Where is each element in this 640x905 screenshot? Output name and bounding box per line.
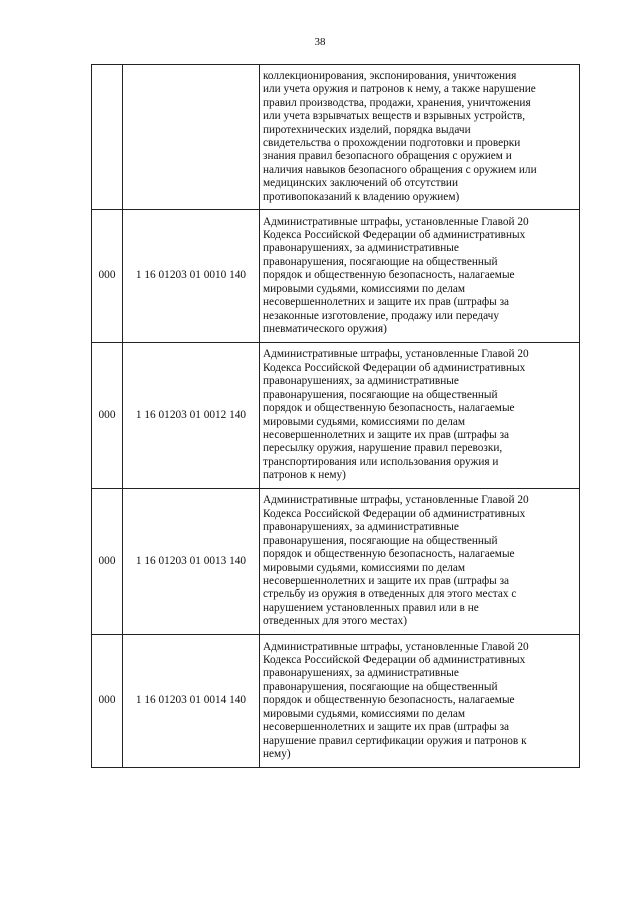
kbk-code-cell: 1 16 01203 01 0014 140 [123, 635, 260, 768]
description-line: порядок и общественную безопасность, налагаемые [263, 269, 515, 282]
description-line: нарушением установленных правил или в не [263, 601, 479, 614]
admin-code-cell: 000 [92, 489, 123, 635]
description-line: порядок и общественную безопасность, налагаемые [263, 694, 515, 707]
kbk-code-cell: 1 16 01203 01 0013 140 [123, 489, 260, 635]
description-line: транспортирования или использования оружия и [263, 455, 499, 468]
description-line: незаконные изготовление, продажу или передачу [263, 309, 499, 322]
description-line: правонарушения, посягающие на общественный [263, 680, 498, 693]
description-line: наличия навыков безопасного обращения с оружием или [263, 163, 537, 176]
table-row [92, 343, 580, 489]
description-line: свидетельства о прохождении подготовки и проверки [263, 137, 521, 149]
description-line: Кодекса Российской Федерации об административных [263, 229, 526, 242]
description-line: правонарушения, посягающие на общественный [263, 388, 498, 401]
description-line: стрельбу из оружия в отведенных для этого местах с [263, 588, 517, 601]
description-line: отведенных для этого местах) [263, 615, 407, 628]
kbk-code-cell: 1 16 01203 01 0010 140 [123, 210, 260, 343]
kbk-code-cell [123, 65, 260, 210]
kbk-code-cell: 1 16 01203 01 0012 140 [123, 343, 260, 489]
description-line: Административные штрафы, установленные Главой 20 [263, 494, 529, 507]
description-line: пиротехнических изделий, порядка выдачи [263, 123, 471, 136]
description-line: коллекционирования, экспонирования, уничтожения [263, 69, 517, 82]
description-line: мировыми судьями, комиссиями по делам [263, 415, 466, 428]
table-row [92, 210, 580, 343]
description-line: порядок и общественную безопасность, налагаемые [263, 402, 515, 415]
description-cell [260, 635, 580, 768]
description-line: медицинских заключений об отсутствии [263, 177, 458, 190]
description-line: пневматического оружия) [263, 322, 387, 335]
table-row [92, 489, 580, 635]
admin-code-cell [92, 65, 123, 210]
description-line: нарушение правил сертификации оружия и патронов к [263, 734, 527, 747]
description-cell [260, 210, 580, 343]
description-line: нему) [263, 747, 291, 760]
description-line: несовершеннолетних и защите их прав (штрафы за [263, 296, 510, 309]
description-line: правил производства, продажи, хранения, уничтожения [263, 96, 531, 109]
description-cell [260, 343, 580, 489]
description-line: или учета оружия и патронов к нему, а также нарушение [263, 83, 536, 96]
page-number: 38 [314, 36, 326, 48]
description-line: Кодекса Российской Федерации об административных [263, 361, 526, 374]
description-cell [260, 65, 580, 210]
admin-code-cell: 000 [92, 210, 123, 343]
description-line: или учета взрывчатых веществ и взрывных устройств, [263, 110, 526, 123]
description-line: несовершеннолетних и защите их прав (штрафы за [263, 428, 510, 441]
table-row [92, 635, 580, 768]
description-line: мировыми судьями, комиссиями по делам [263, 561, 466, 574]
description-line: Административные штрафы, установленные Главой 20 [263, 348, 529, 361]
description-line: правонарушения, посягающие на общественный [263, 534, 498, 547]
description-line: знания правил безопасного обращения с оружием и [263, 150, 512, 163]
description-line: порядок и общественную безопасность, налагаемые [263, 548, 515, 561]
description-line: патронов к нему) [263, 469, 346, 482]
admin-code-cell: 000 [92, 343, 123, 489]
admin-code-cell: 000 [92, 635, 123, 768]
description-line: Кодекса Российской Федерации об административных [263, 507, 526, 520]
document-table [91, 64, 580, 768]
description-cell [260, 489, 580, 635]
description-line: правонарушениях, за административные [263, 242, 459, 255]
description-line: несовершеннолетних и защите их прав (штрафы за [263, 574, 510, 587]
description-line: правонарушениях, за административные [263, 667, 459, 680]
description-line: правонарушениях, за административные [263, 375, 459, 388]
description-line: пересылку оружия, нарушение правил перевозки, [263, 442, 503, 455]
description-line: мировыми судьями, комиссиями по делам [263, 707, 466, 720]
description-line: несовершеннолетних и защите их прав (штрафы за [263, 721, 510, 734]
description-line: правонарушениях, за административные [263, 521, 459, 534]
description-line: Административные штрафы, установленные Главой 20 [263, 215, 529, 228]
description-line: Кодекса Российской Федерации об административных [263, 654, 526, 667]
description-line: противопоказаний к владению оружием) [263, 190, 460, 203]
description-line: мировыми судьями, комиссиями по делам [263, 282, 466, 295]
table-row [92, 65, 580, 210]
description-line: Административные штрафы, установленные Главой 20 [263, 640, 529, 653]
description-line: правонарушения, посягающие на общественный [263, 255, 498, 268]
